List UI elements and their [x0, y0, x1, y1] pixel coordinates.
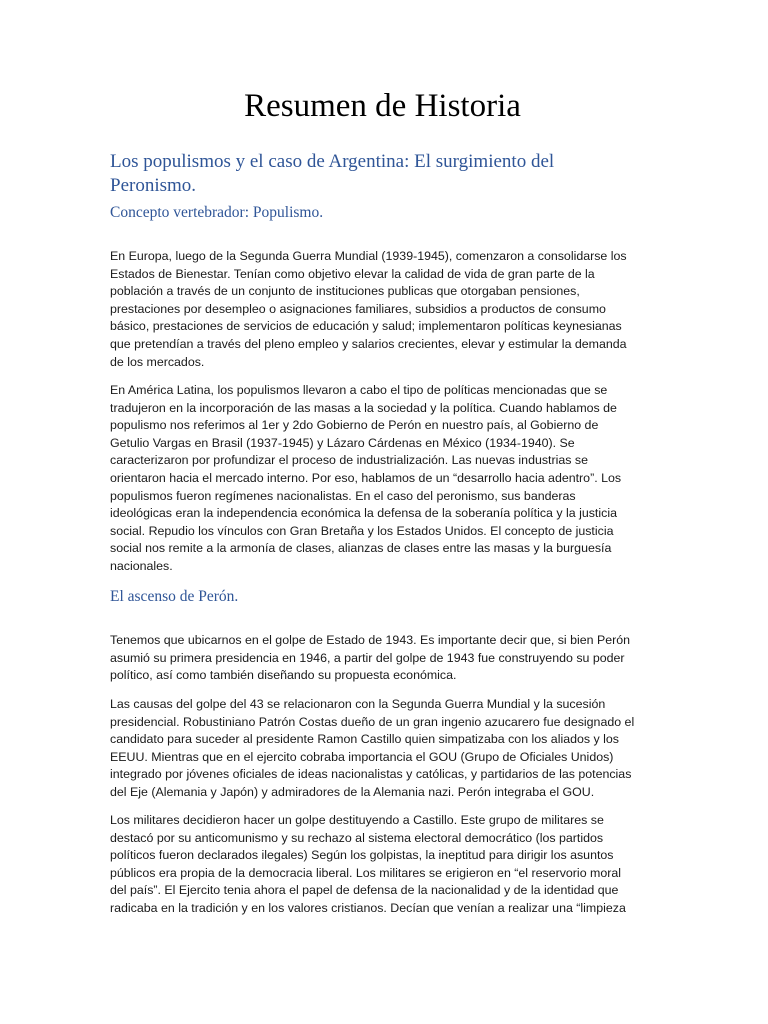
main-heading: Los populismos y el caso de Argentina: El surgimiento del Peronismo.	[110, 151, 555, 196]
paragraph-golpe-1943: Tenemos que ubicarnos en el golpe de Estado de 1943. Es importante decir que, si bien Perón asumió su primera presidencia en 1946, a partir del golpe de 1943 fue construyendo su poder político, así como también diseñando su propuesta económica.	[110, 633, 631, 683]
paragraph-causas-golpe: Las causas del golpe del 43 se relacionaron con la Segunda Guerra Mundial y la sucesión presidencial. Robustiniano Patrón Costas dueño de un gran ingenio azucarero fue designado el candidato para suceder al presidente Ramon Castillo quien simpatizaba con los aliados y los EEUU. Mientras que en el ejercito cobraba importancia el GOU (Grupo de Oficiales Unidos) integrado por jóvenes oficiales de ideas nacionalistas y católicas, y partidarios de las potencias del Eje (Alemania y Japón) y admiradores de la Alemania nazi. Perón integraba el GOU.	[110, 697, 635, 799]
paragraph-europe: En Europa, luego de la Segunda Guerra Mundial (1939-1945), comenzaron a consolidarse los Estados de Bienestar. Tenían como objetivo elevar la calidad de vida de gran parte de la población a través de un conjunto de instituciones publicas que otorgaban pensiones, prestaciones por desempleo o asignaciones familiares, subsidios a productos de consumo básico, prestaciones de servicios de educación y salud; implementaron políticas keynesianas que pretendían a través del pleno empleo y salarios crecientes, elevar y estimular la demanda de los mercados.	[110, 249, 627, 369]
section-heading-peron: El ascenso de Perón.	[110, 588, 239, 605]
concept-heading: Concepto vertebrador: Populismo.	[110, 204, 324, 221]
paragraph-militares: Los militares decidieron hacer un golpe destituyendo a Castillo. Este grupo de militares se destacó por su anticomunismo y su rechazo al sistema electoral democrático (los partidos políticos fueron declarados ilegales) Según los golpistas, la ineptitud para dirigir los asuntos públicos era propia de la democracia liberal. Los militares se erigieron en “el reservorio moral del país”. El Ejercito tenia ahora el papel de defensa de la nacionalidad y de la identidad que radicaba en la tradición y en los valores cristianos. Decían que venían a realizar una “limpieza	[110, 813, 626, 915]
document-title: Resumen de Historia	[244, 88, 521, 124]
paragraph-latin-america: En América Latina, los populismos llevaron a cabo el tipo de políticas mencionadas que se tradujeron en la incorporación de las masas a la sociedad y la política. Cuando hablamos de populismo nos referimos al 1er y 2do Gobierno de Perón en nuestro país, al Gobierno de Getulio Vargas en Brasil (1937-1945) y Lázaro Cárdenas en México (1934-1940). Se caracterizaron por profundizar el proceso de industrialización. Las nuevas industrias se orientaron hacia el mercado interno. Por eso, hablamos de un “desarrollo hacia adentro”. Los populismos fueron regímenes nacionalistas. En el caso del peronismo, sus banderas ideológicas eran la independencia económica la defensa de la soberanía política y la justicia social. Repudio los vínculos con Gran Bretaña y los Estados Unidos. El concepto de justicia social nos remite a la armonía de clases, alianzas de clases entre las masas y la burguesía nacionales.	[110, 383, 622, 573]
